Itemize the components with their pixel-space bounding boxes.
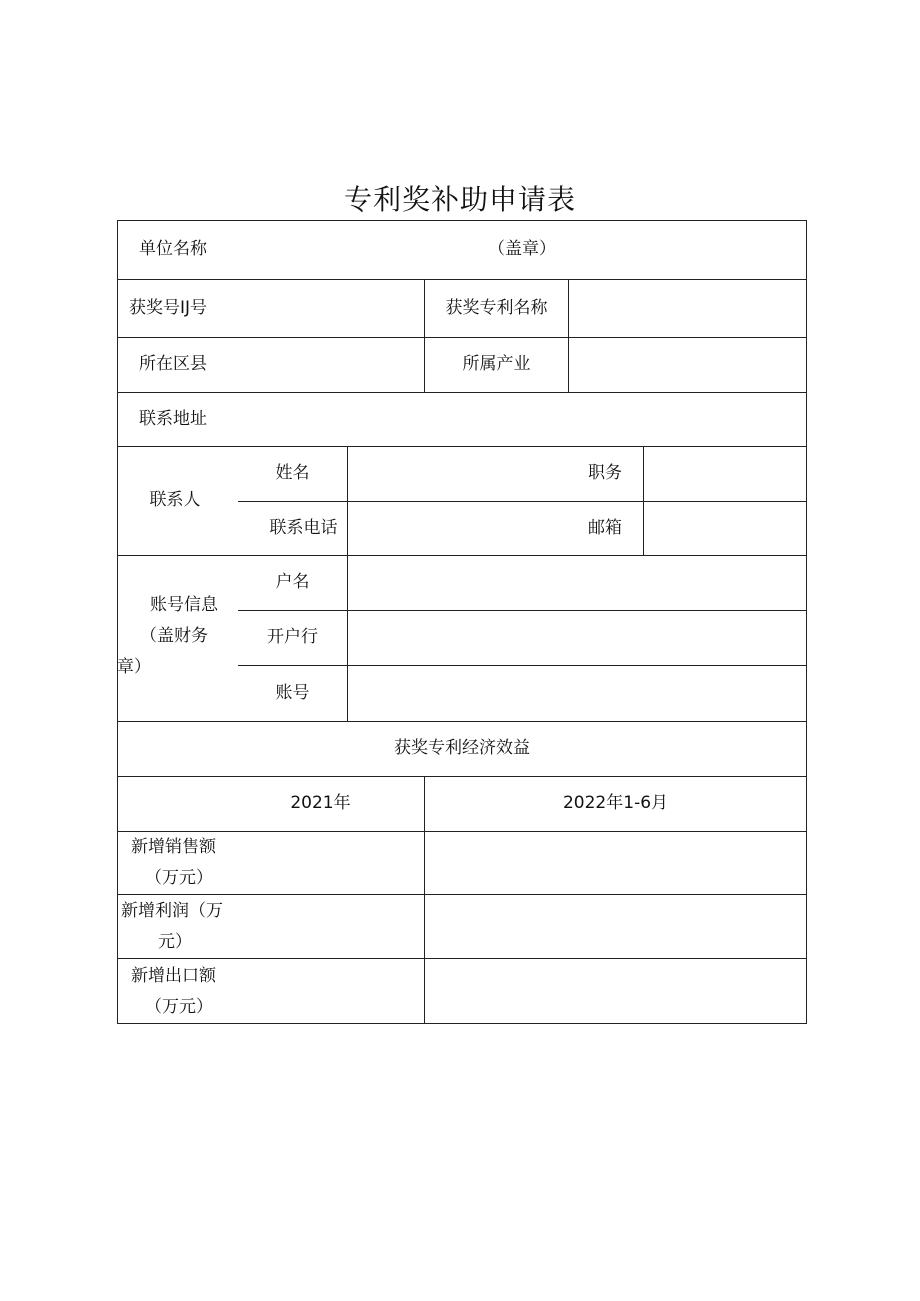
name-label: 姓名 xyxy=(275,463,310,483)
contact-label: 联系人 xyxy=(149,490,201,510)
industry-field[interactable] xyxy=(569,338,806,391)
sales-2021-field[interactable] xyxy=(257,832,424,893)
address-label: 联系地址 xyxy=(139,408,207,429)
export-label-line1: 新增出口额 xyxy=(131,966,216,986)
export-2021-field[interactable] xyxy=(257,959,424,1022)
profit-label xyxy=(117,894,257,958)
profit-2022-field[interactable] xyxy=(425,895,806,957)
industry-label: 所属产业 xyxy=(462,354,531,374)
award-number-field[interactable] xyxy=(267,280,423,336)
position-label: 职务 xyxy=(588,463,622,483)
col-2022-header: 2022年1-6月 xyxy=(562,793,669,813)
sales-label-line2: （万元） xyxy=(145,868,213,888)
sales-label-line1: 新增销售额 xyxy=(131,837,216,857)
export-label-line2: （万元） xyxy=(145,997,213,1017)
bank-field[interactable] xyxy=(348,611,806,664)
district-field[interactable] xyxy=(267,338,423,391)
profit-label-line2: 元） xyxy=(158,932,192,952)
account-info-line1: 账号信息 xyxy=(150,595,218,615)
sales-2022-field[interactable] xyxy=(425,832,806,893)
award-number-label: 获奖号IJ号 xyxy=(129,297,208,318)
patent-name-label: 获奖专利名称 xyxy=(445,297,548,318)
account-name-label: 户名 xyxy=(275,572,310,592)
table-border-bottom xyxy=(117,1023,807,1024)
application-form-table xyxy=(117,220,807,1024)
table-border-right xyxy=(806,220,807,1024)
account-name-field[interactable] xyxy=(348,556,806,609)
profit-label-line1: 新增利润（万 xyxy=(121,901,223,921)
form-title: 专利奖补助申请表 xyxy=(343,183,576,216)
account-info-label xyxy=(117,555,238,721)
account-info-line2: （盖财务 xyxy=(140,626,208,646)
account-info-line3: 章） xyxy=(117,657,151,677)
col-2021-header: 2021年 xyxy=(290,793,351,813)
phone-label: 联系电话 xyxy=(269,517,338,538)
position-field[interactable] xyxy=(644,447,806,500)
export-label xyxy=(117,958,257,1023)
export-2022-field[interactable] xyxy=(425,959,806,1022)
seal-note: （盖章） xyxy=(488,239,556,259)
email-label: 邮箱 xyxy=(588,517,622,538)
unit-name-label: 单位名称 xyxy=(139,239,207,259)
sales-label xyxy=(117,831,257,894)
profit-2021-field[interactable] xyxy=(257,895,424,957)
bank-label: 开户行 xyxy=(267,627,318,647)
district-label: 所在区县 xyxy=(139,354,207,374)
account-number-field[interactable] xyxy=(348,666,806,720)
address-field[interactable] xyxy=(317,393,806,445)
email-field[interactable] xyxy=(644,502,806,554)
benefits-section-title: 获奖专利经济效益 xyxy=(394,738,530,758)
patent-name-field[interactable] xyxy=(569,280,806,336)
account-number-label: 账号 xyxy=(275,682,310,703)
